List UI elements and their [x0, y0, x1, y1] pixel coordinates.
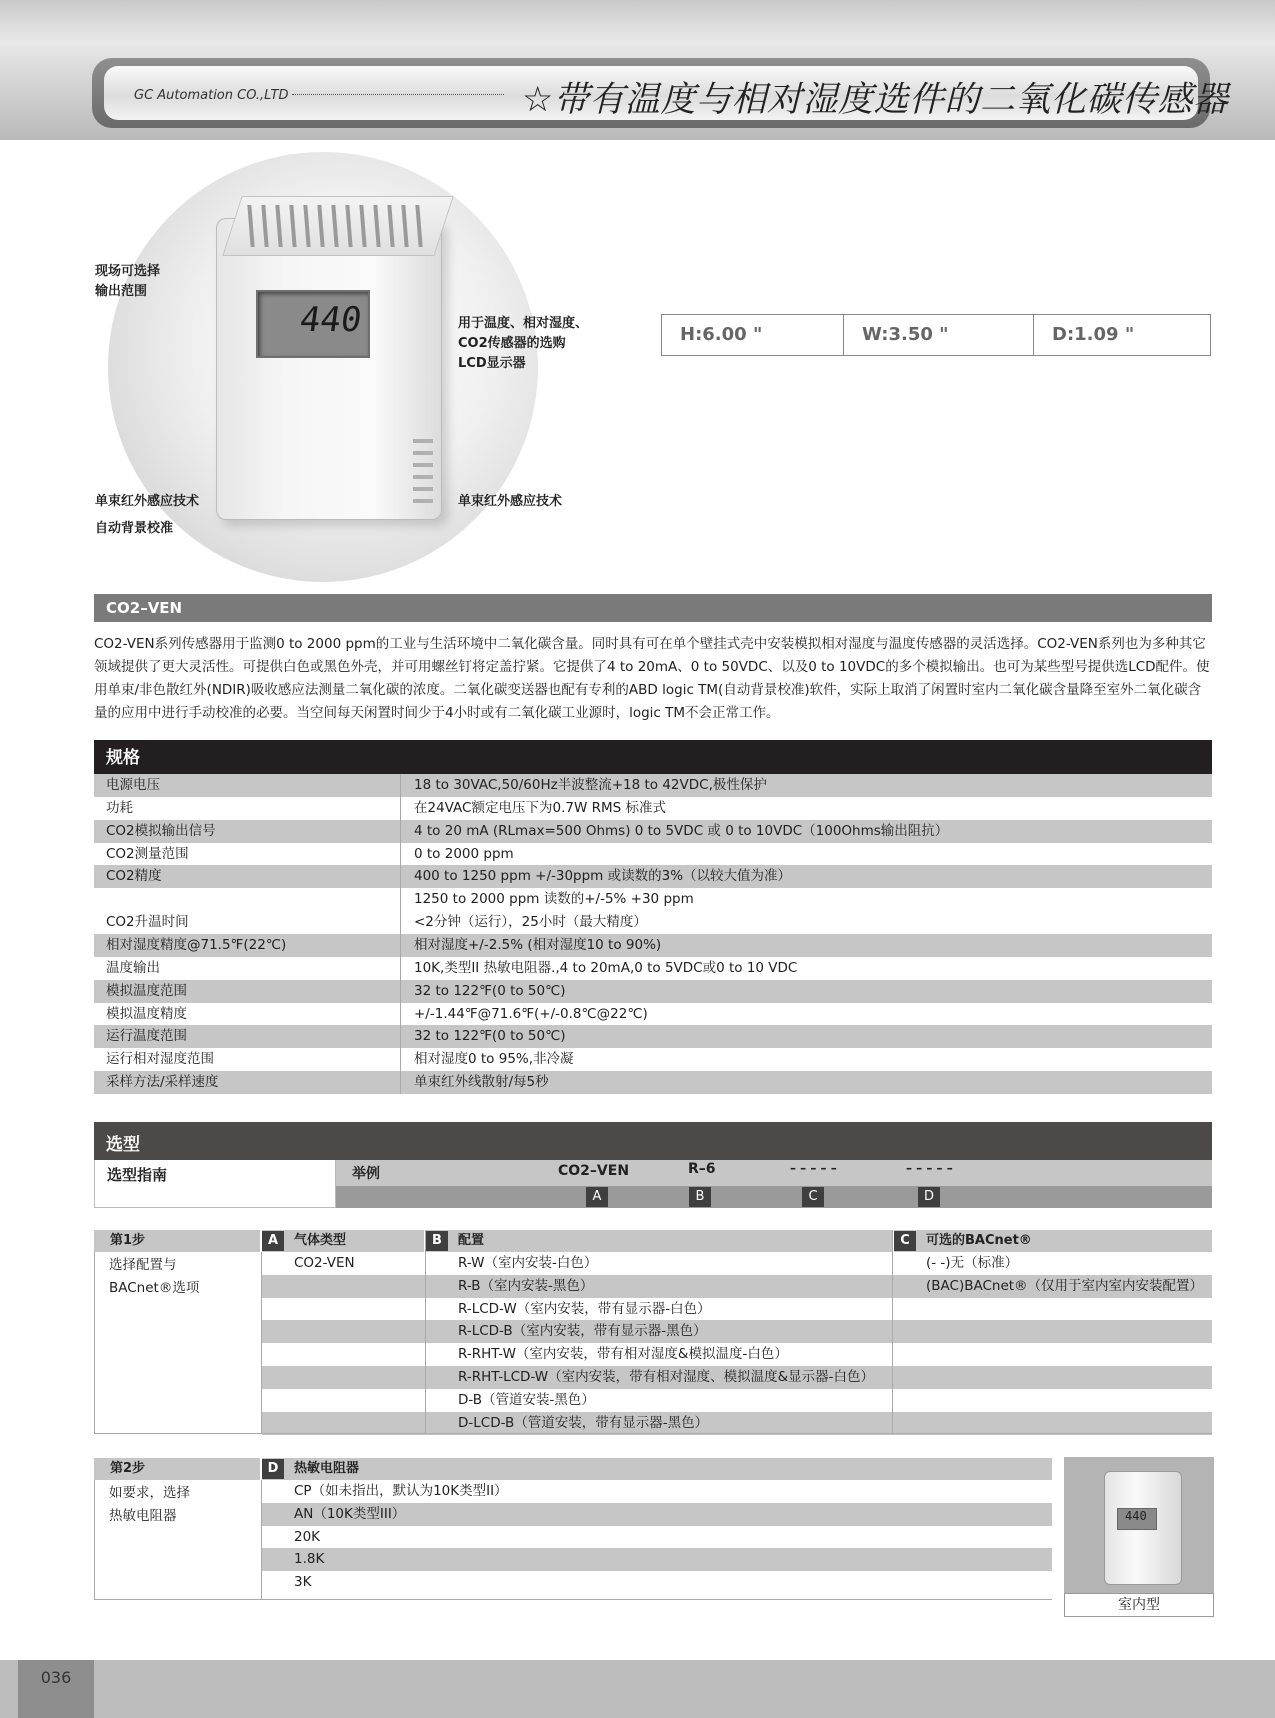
spec-value: 18 to 30VAC,50/60Hz半波整流+18 to 42VDC,极性保护	[414, 777, 767, 793]
thumbnail-device	[1104, 1471, 1182, 1585]
callout-field-range	[95, 262, 160, 302]
side-vent	[413, 439, 433, 443]
column-divider	[892, 1230, 893, 1434]
spec-key: 功耗	[106, 799, 133, 816]
step2-header	[94, 1458, 260, 1480]
spec-row	[94, 980, 1212, 1003]
selection-example-label: 举例	[352, 1166, 380, 1182]
spec-key: 运行温度范围	[106, 1028, 187, 1045]
spec-value: 单束红外线散射/每5秒	[414, 1074, 549, 1091]
config-option: R-LCD-W（室内安装，带有显示器-白色）	[458, 1300, 711, 1317]
side-vent	[413, 499, 433, 503]
dotted-leader	[292, 94, 504, 95]
footer-bar	[0, 1660, 1275, 1718]
table-bottom-border	[262, 1433, 1212, 1434]
spec-value: 在24VAC额定电压下为0.7W RMS 标准式	[414, 799, 666, 816]
spec-divider	[400, 797, 401, 820]
side-vent	[413, 475, 433, 479]
step1-row	[262, 1389, 1212, 1412]
top-vent	[289, 205, 296, 247]
product-device-top	[222, 196, 453, 256]
selection-title-bar	[94, 1122, 1212, 1160]
bacnet-header	[894, 1230, 1212, 1252]
product-lcd-value: 440	[297, 300, 365, 340]
spec-value: 32 to 122℉(0 to 50℃)	[414, 1028, 566, 1045]
spec-row	[94, 1071, 1212, 1094]
selection-model: CO2–VEN	[558, 1163, 630, 1179]
callout-line: CO2传感器的选购	[458, 336, 566, 351]
thermistor-option: 1.8K	[294, 1551, 325, 1568]
page-number: 036	[18, 1660, 94, 1718]
callout-lcd	[458, 314, 588, 374]
spec-value: +/-1.44℉@71.6℉(+/-0.8℃@22℃)	[414, 1005, 648, 1022]
thumbnail-lcd-value: 440	[1125, 1509, 1147, 1523]
step2-desc-line: 热敏电阻器	[109, 1508, 177, 1524]
top-vent	[261, 205, 268, 247]
spec-key: CO2测量范围	[106, 845, 189, 862]
model-bar-label: CO2–VEN	[106, 599, 183, 617]
selection-guide-label: 选型指南	[107, 1166, 168, 1184]
top-vent	[359, 205, 366, 247]
side-vent	[413, 451, 433, 455]
dimension-height: H:6.00 "	[662, 315, 844, 355]
specs-title: 规格	[106, 748, 140, 768]
spec-key: 采样方法/采样速度	[106, 1074, 219, 1091]
thermistor-row	[262, 1548, 1052, 1571]
top-vent	[373, 205, 380, 247]
selection-letters-row	[336, 1186, 1212, 1208]
column-divider	[425, 1230, 426, 1434]
top-vent	[387, 205, 394, 247]
table-bottom-border	[262, 1599, 1052, 1600]
top-vent	[303, 205, 310, 247]
config-option: R-RHT-W（室内安装，带有相对湿度&模拟温度-白色）	[458, 1346, 788, 1363]
thumbnail-backdrop	[1064, 1457, 1214, 1593]
top-vent	[331, 205, 338, 247]
config-option: R-W（室内安装-白色）	[458, 1255, 598, 1271]
gas-type-title: 气体类型	[294, 1233, 347, 1248]
thermistor-option: CP（如未指出，默认为10K类型II）	[294, 1483, 508, 1499]
step2-desc-cell	[94, 1480, 262, 1600]
thermistor-option: 3K	[294, 1574, 312, 1591]
model-bar	[94, 594, 1212, 622]
config-option: R-RHT-LCD-W（室内安装，带有相对湿度、模拟温度&显示器-白色）	[458, 1369, 875, 1385]
step1-row	[262, 1252, 1212, 1275]
spec-key: 温度输出	[106, 959, 160, 976]
step1-row	[262, 1320, 1212, 1343]
dimension-width: W:3.50 "	[844, 315, 1034, 355]
spec-value: 相对湿度0 to 95%,非冷凝	[414, 1051, 574, 1068]
bacnet-option: (BAC)BACnet®（仅用于室内室内安装配置）	[926, 1277, 1204, 1294]
company-name: GC Automation CO.,LTD	[134, 88, 289, 103]
config-option: D-B（管道安装-黑色）	[458, 1391, 595, 1408]
spec-divider	[400, 820, 401, 843]
spec-row	[94, 1003, 1212, 1026]
spec-divider	[400, 774, 401, 797]
thermistor-title: 热敏电阻器	[294, 1461, 360, 1476]
letter-d: D	[262, 1459, 284, 1479]
spec-value: 0 to 2000 ppm	[414, 845, 514, 862]
top-vent	[345, 205, 352, 247]
spec-key: 模拟温度范围	[106, 982, 187, 999]
side-vent	[413, 487, 433, 491]
spec-divider	[400, 1048, 401, 1071]
spec-row	[94, 1048, 1212, 1071]
specs-title-bar	[94, 740, 1212, 774]
spec-value: <2分钟（运行），25小时（最大精度）	[414, 914, 647, 931]
spec-row	[94, 934, 1212, 957]
step1-desc-cell	[94, 1252, 262, 1434]
spec-row	[94, 957, 1212, 980]
product-description: CO2-VEN系列传感器用于监测0 to 2000 ppm的工业与生活环境中二氧化碳含量。同时具有可在单个壁挂式壳中安装模拟相对湿度与温度传感器的灵活选择。CO2-VEN系列也为多种其它领域提供了更大灵活性。可提供白色或黑色外壳，并可用螺丝钉将定盖拧紧。它提供了4 to 20mA、0 to 50VDC、以及0 to 10VDC的多个模拟输出。也可为某些型号提供选LCD配件。使用单束/非色散红外(NDIR)吸收感应法测量二氧化碳的浓度。二氧化碳变送器也配有专利的ABD logic TM(自动背景校准)软件，实际上取消了闲置时室内二氧化碳含量降至室外二氧化碳含量的应用中进行手动校准的必要。当空间每天闲置时间少于4小时或有二氧化碳工业源时，logic TM不会正常工作。	[94, 636, 1210, 721]
spec-value: 10K,类型II 热敏电阻器.,4 to 20mA,0 to 5VDC或0 to 10 VDC	[414, 959, 798, 976]
gas-type-header	[262, 1230, 424, 1252]
letter-b: B	[426, 1231, 448, 1251]
spec-divider	[400, 1003, 401, 1026]
thumbnail-caption: 室内型	[1064, 1593, 1214, 1617]
thermistor-option: 20K	[294, 1528, 321, 1545]
bacnet-title: 可选的BACnet®	[926, 1233, 1032, 1248]
step2-desc	[109, 1482, 190, 1528]
spec-row	[94, 888, 1212, 911]
selection-title: 选型	[106, 1135, 140, 1155]
step1-desc-line: 选择配置与	[109, 1257, 177, 1273]
spec-row	[94, 865, 1212, 888]
spec-divider	[400, 1025, 401, 1048]
spec-key: 运行相对湿度范围	[106, 1051, 214, 1068]
side-vent	[413, 463, 433, 467]
spec-row	[94, 843, 1212, 866]
step1-row	[262, 1298, 1212, 1321]
spec-divider	[400, 1071, 401, 1094]
spec-value: 4 to 20 mA (RLmax=500 Ohms) 0 to 5VDC 或 0 to 10VDC（100Ohms输出阻抗）	[414, 822, 949, 839]
thermistor-header	[262, 1458, 1052, 1480]
top-vent	[401, 205, 408, 247]
selection-dash-c: – – – – –	[790, 1161, 837, 1175]
gas-type-value: CO2-VEN	[294, 1255, 355, 1271]
spec-key: 相对湿度精度@71.5℉(22℃)	[106, 936, 287, 953]
product-device-body	[216, 218, 442, 520]
page-title: ☆带有温度与相对湿度选件的二氧化碳传感器	[522, 80, 1229, 120]
spec-divider	[400, 865, 401, 888]
spec-value: 相对湿度+/-2.5% (相对湿度10 to 90%)	[414, 936, 662, 953]
step1-row	[262, 1412, 1212, 1435]
spec-divider	[400, 934, 401, 957]
spec-row	[94, 797, 1212, 820]
dimension-depth: D:1.09 "	[1052, 324, 1135, 345]
letter-a: A	[586, 1187, 608, 1207]
step2-label: 第2步	[110, 1461, 146, 1476]
callout-line: 用于温度、相对湿度、	[458, 316, 589, 331]
spec-key: 电源电压	[106, 777, 160, 793]
top-vent	[317, 205, 324, 247]
config-option: D-LCD-B（管道安装，带有显示器-黑色）	[458, 1414, 709, 1431]
spec-divider	[400, 911, 401, 934]
callout-line: 现场可选择	[95, 264, 161, 279]
thermistor-option: AN（10K类型III）	[294, 1505, 406, 1522]
selection-guide-cell	[94, 1160, 336, 1208]
spec-divider	[400, 888, 401, 911]
top-vent	[275, 205, 282, 247]
spec-key: CO2模拟输出信号	[106, 822, 216, 839]
spec-key: CO2升温时间	[106, 914, 189, 931]
bacnet-option: (- -)无（标准）	[926, 1255, 1019, 1271]
callout-line: 输出范围	[95, 284, 148, 299]
config-title: 配置	[458, 1233, 485, 1248]
spec-divider	[400, 843, 401, 866]
top-vent	[415, 205, 422, 247]
step2-desc-line: 如要求，选择	[109, 1485, 190, 1501]
letter-d: D	[918, 1187, 940, 1207]
spec-value: 32 to 122℉(0 to 50℃)	[414, 982, 566, 999]
spec-value: 1250 to 2000 ppm 读数的+/-5% +30 ppm	[414, 891, 694, 908]
letter-c: C	[894, 1231, 916, 1251]
callout-abc: 自动背景校准	[95, 521, 174, 536]
spec-row	[94, 1025, 1212, 1048]
config-option: R-LCD-B（室内安装，带有显示器-黑色）	[458, 1323, 707, 1340]
dimensions-table	[661, 314, 1211, 356]
spec-key: CO2精度	[106, 868, 162, 885]
step1-desc	[109, 1254, 199, 1300]
config-header	[426, 1230, 892, 1252]
selection-example-row	[336, 1160, 1212, 1186]
spec-row	[94, 820, 1212, 843]
spec-divider	[400, 957, 401, 980]
letter-b: B	[689, 1187, 711, 1207]
selection-r6: R–6	[688, 1161, 716, 1177]
spec-row	[94, 774, 1212, 797]
top-vent	[247, 205, 254, 247]
spec-value: 400 to 1250 ppm +/-30ppm 或读数的3%（以较大值为准）	[414, 868, 792, 885]
step1-desc-line: BACnet®选项	[109, 1280, 200, 1296]
callout-ndir-right: 单束红外感应技术	[458, 494, 563, 509]
callout-line: LCD显示器	[458, 356, 526, 371]
thermistor-row	[262, 1526, 1052, 1549]
spec-row	[94, 911, 1212, 934]
config-option: R-B（室内安装-黑色）	[458, 1277, 594, 1294]
step1-header	[94, 1230, 260, 1252]
spec-divider	[400, 980, 401, 1003]
spec-key: 模拟温度精度	[106, 1005, 187, 1022]
letter-a: A	[262, 1231, 284, 1251]
thermistor-row	[262, 1571, 1052, 1594]
step1-label: 第1步	[110, 1233, 146, 1248]
letter-c: C	[802, 1187, 824, 1207]
callout-ndir-left: 单束红外感应技术	[95, 494, 200, 509]
selection-dash-d: – – – – –	[906, 1161, 953, 1175]
